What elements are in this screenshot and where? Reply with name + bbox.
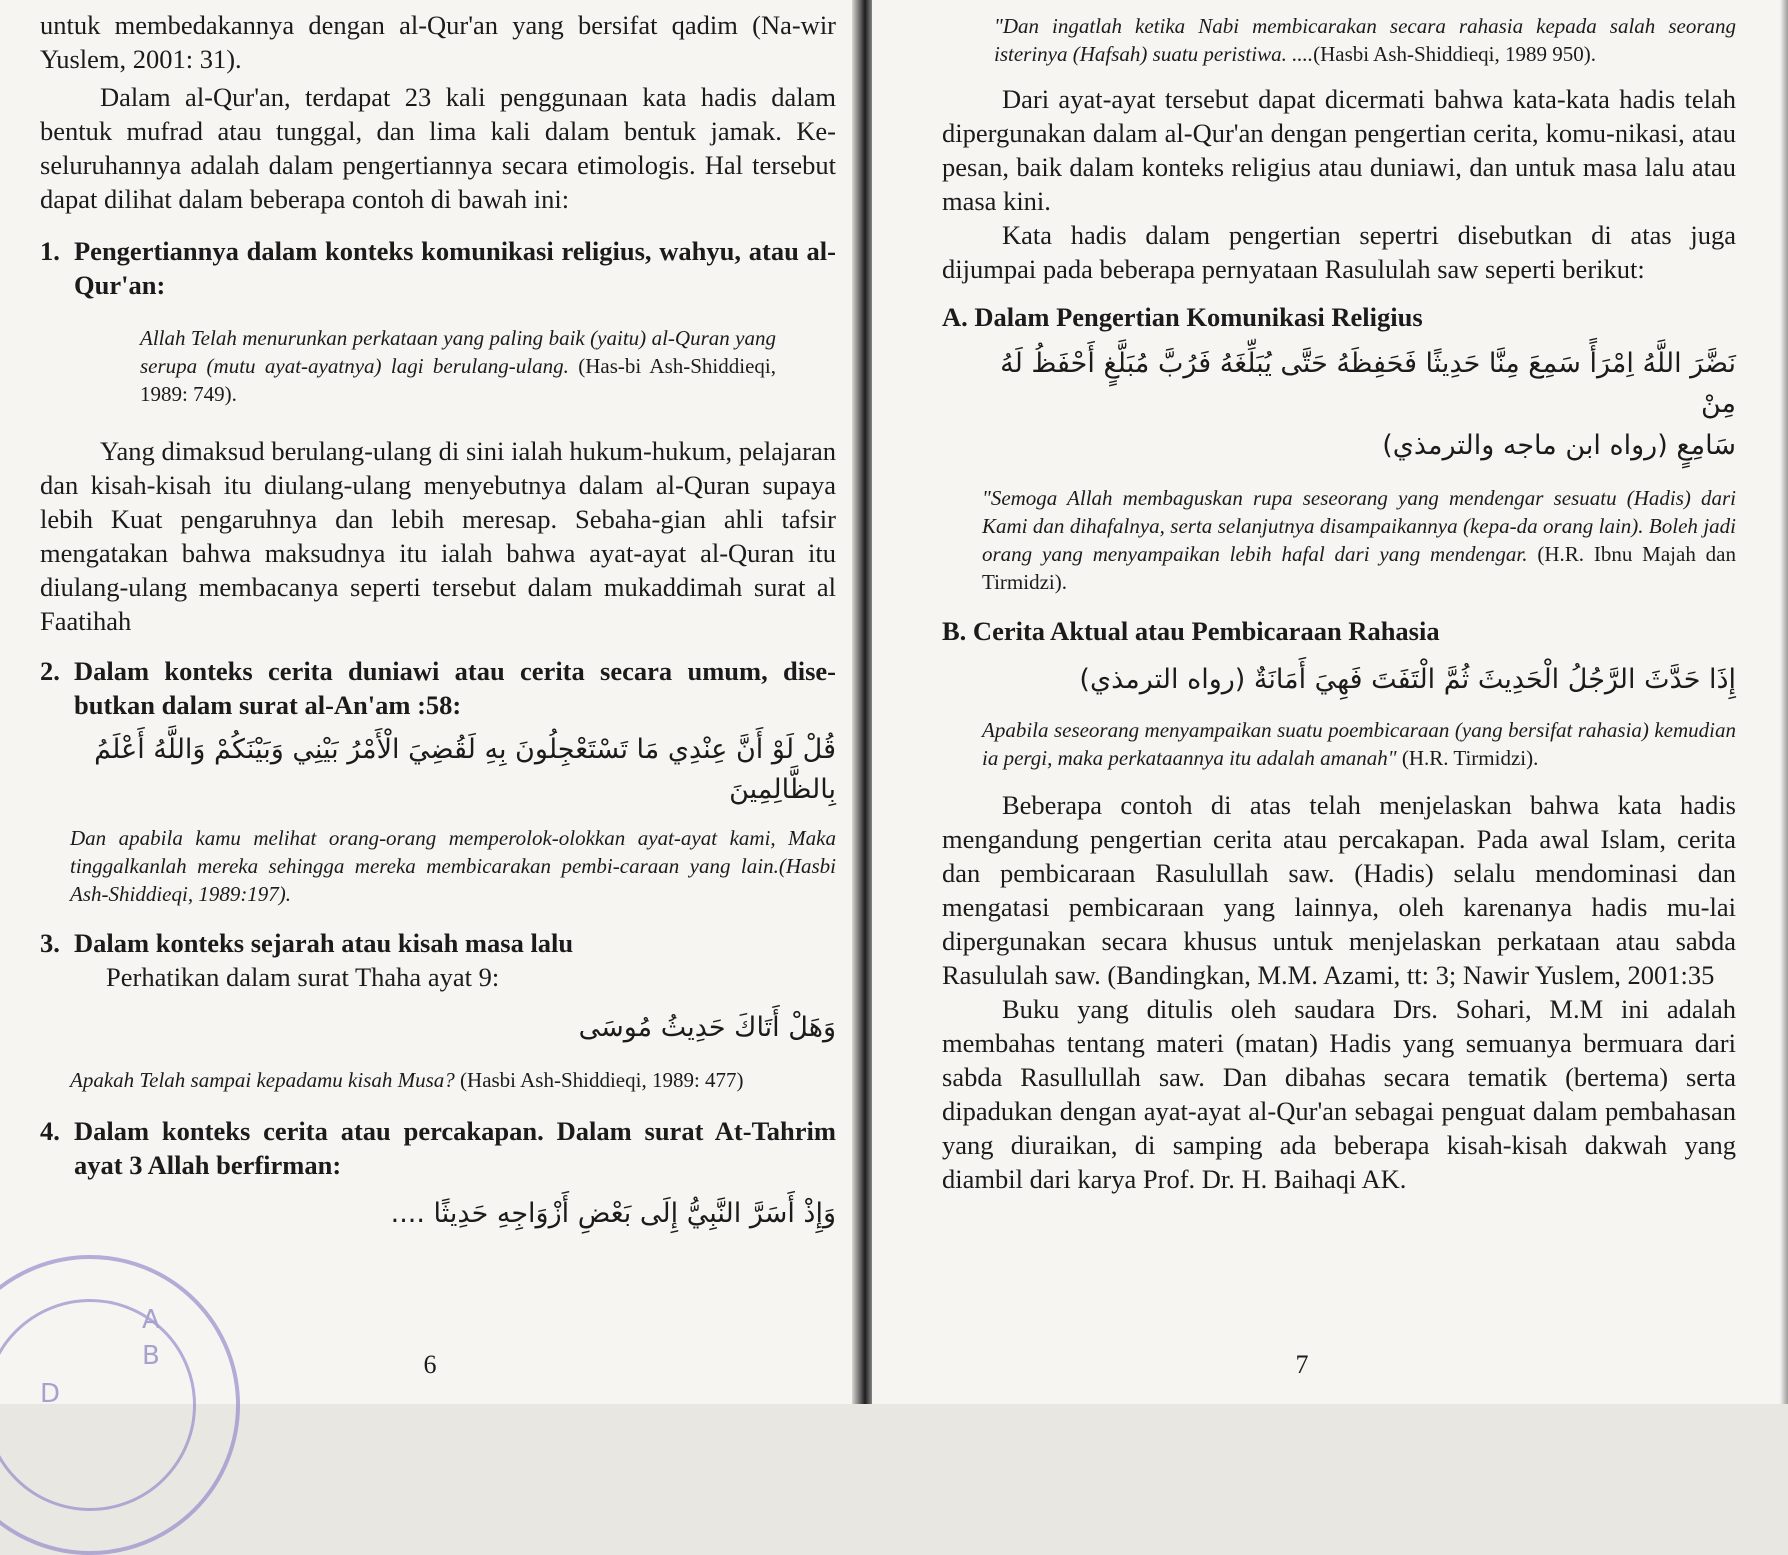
item1-number: 1.: [40, 236, 60, 266]
item3-heading-text: Dalam konteks sejarah atau kisah masa lalu: [74, 928, 574, 958]
item2-heading: [40, 654, 836, 722]
section-a-quote: [982, 484, 1736, 596]
section-a-quote-text: "Semoga Allah membaguskan rupa seseorang yang mendengar sesuatu (Hadis) dari Kami dan dihafalnya, serta selanjutnya disampaikannya (kepa-da orang lain). Boleh jadi orang yang menyampaikan lebih hafal dari yang mendengar.: [982, 486, 1736, 566]
item3-quote-text: Apakah Telah sampai kepadamu kisah Musa?: [70, 1068, 455, 1092]
right-page: [872, 0, 1788, 1404]
item4-arabic: وَإِذْ أَسَرَّ النَّبِيُّ إِلَى بَعْضِ أَزْوَاجِهِ حَدِيثًا ....: [390, 1198, 836, 1229]
item1-quote-ref: (Has-bi Ash-Shiddieqi, 1989: 749).: [140, 354, 776, 406]
item4-heading-text: Dalam konteks cerita atau percakapan. Dalam surat At-Tahrim ayat 3 Allah berfirman:: [74, 1116, 836, 1180]
section-a-arabic-line2: سَامِعٍ (رواه ابن ماجه والترمذي): [1382, 430, 1736, 461]
library-stamp-inner-ring: [0, 1299, 196, 1511]
stamp-letter-a: A: [142, 1305, 160, 1335]
section-b-quote-ref: (H.R. Tirmidzi).: [1401, 746, 1539, 770]
item2-arabic-line1: قُلْ لَوْ أَنَّ عِنْدِي مَا تَسْتَعْجِلُونَ بِهِ لَقُضِيَ الْأَمْرُ بَيْنِي وَبَيْنَكُمْ وَاللَّهُ أَعْلَمُ: [94, 734, 836, 765]
hadis-usage-paragraph: Dalam al-Qur'an, terdapat 23 kali penggunaan kata hadis dalam bentuk mufrad atau tunggal, dan lima kali dalam bentuk jamak. Ke-seluruhannya adalah dalam pengertiannya secara etimologis. Hal tersebut dapat dilihat dalam beberapa contoh di bawah ini:: [40, 82, 836, 214]
right-paragraph-4: Buku yang ditulis oleh saudara Drs. Sohari, M.M ini adalah membahas tentang materi (matan) Hadis yang semuanya bermuara dari sabda Rasullullah saw. Dan dibahas secara tematik (bertema) serta dipadukan dengan ayat-ayat al-Qur'an sebagai penguat dalam pembahasan yang diuraikan, di samping ada beberapa kisah-kisah dakwah yang diambil dari karya Prof. Dr. H. Baihaqi AK.: [942, 994, 1736, 1194]
item2-arabic-line2: بِالظَّالِمِينَ: [729, 774, 836, 805]
item3-number: 3.: [40, 928, 60, 958]
right-page-edge: [1780, 0, 1788, 1404]
section-b-heading: B. Cerita Aktual atau Pembicaraan Rahasia: [942, 616, 1440, 646]
section-b-quote: [982, 716, 1736, 772]
item1-quote-text: Allah Telah menurunkan perkataan yang paling baik (yaitu) al-Quran yang serupa (mutu ayat-ayatnya) lagi berulang-ulang.: [140, 326, 776, 378]
section-a-arabic-line1: نَضَّرَ اللَّهُ اِمْرَأً سَمِعَ مِنَّا حَدِيثًا فَحَفِظَهُ حَتَّى يُبَلِّغَهُ فَرُبَّ مُبَلَّغٍ أَحْفَظُ لَهُ مِنْ: [1000, 348, 1736, 419]
right-top-quote-text: "Dan ingatlah ketika Nabi membicarakan secara rahasia kepada salah seorang isterinya (Hafsah) suatu peristiwa. ....: [994, 14, 1736, 66]
right-top-quote: [994, 12, 1736, 68]
library-stamp: [0, 1255, 240, 1555]
right-paragraph-2: Kata hadis dalam pengertian sepertri disebutkan di atas juga dijumpai pada beberapa pernyataan Rasululah saw seperti berikut:: [942, 220, 1736, 284]
item3-heading: [40, 926, 836, 960]
item4-number: 4.: [40, 1116, 60, 1146]
section-a-heading: A. Dalam Pengertian Komunikasi Religius: [942, 302, 1423, 332]
item3-quote-ref: (Hasbi Ash-Shiddieqi, 1989: 477): [460, 1068, 744, 1092]
stamp-letter-d: D: [40, 1379, 61, 1409]
left-page: [0, 0, 858, 1409]
item3-subline: Perhatikan dalam surat Thaha ayat 9:: [106, 962, 500, 992]
item1-heading-text: Pengertiannya dalam konteks komunikasi religius, wahyu, atau al-Qur'an:: [74, 236, 836, 300]
item2-heading-text: Dalam konteks cerita duniawi atau cerita secara umum, dise-butkan dalam surat al-An'am :58:: [74, 656, 836, 720]
item1-explanation: Yang dimaksud berulang-ulang di sini ialah hukum-hukum, pelajaran dan kisah-kisah itu diulang-ulang menyebutnya dalam al-Quran supaya lebih Kuat pengaruhnya dan lebih meresap. Sebaha-gian ahli tafsir mengatakan bahwa maksudnya itu ialah bahwa ayat-ayat al-Quran itu diulang-ulang membacanya seperti tersebut dalam mukaddimah surat al Faatihah: [40, 436, 836, 636]
item3-arabic: وَهَلْ أَتَاكَ حَدِيثُ مُوسَى: [578, 1012, 836, 1043]
item3-quote: [70, 1066, 836, 1094]
section-b-arabic: إِذَا حَدَّثَ الرَّجُلُ الْحَدِيثَ ثُمَّ الْتَفَتَ فَهِيَ أَمَانَةٌ (رواه الترمذي): [1079, 664, 1736, 695]
stamp-letter-b: B: [142, 1341, 160, 1371]
intro-tail-paragraph: untuk membedakannya dengan al-Qur'an yang bersifat qadim (Na-wir Yuslem, 2001: 31).: [40, 10, 836, 74]
item1-quote: [140, 324, 776, 408]
item1-heading: [40, 234, 836, 302]
section-b-quote-text: Apabila seseorang menyampaikan suatu poembicaraan (yang bersifat rahasia) kemudian ia pergi, maka perkataannya itu adalah amanah": [982, 718, 1736, 770]
section-a-quote-ref: (H.R. Ibnu Majah dan Tirmidzi).: [982, 542, 1737, 594]
page-number-left: 6: [423, 1350, 437, 1379]
page-number-right: 7: [1295, 1350, 1309, 1379]
item2-quote: Dan apabila kamu melihat orang-orang memperolok-olokkan ayat-ayat kami, Maka tinggalkanlah mereka sehingga mereka membicarakan pembi-caraan yang lain.(Hasbi Ash-Shiddieqi, 1989:197).: [70, 826, 836, 906]
right-paragraph-1: Dari ayat-ayat tersebut dapat dicermati bahwa kata-kata hadis telah dipergunakan dalam al-Qur'an dengan pengertian cerita, komu-nikasi, atau pesan, baik dalam konteks religius atau duniawi, dan untuk masa lalu atau masa kini.: [942, 84, 1736, 216]
right-paragraph-3: Beberapa contoh di atas telah menjelaskan bahwa kata hadis mengandung pengertian cerita atau percakapan. Pada awal Islam, cerita dan pembicaraan Rasulullah saw. (Hadis) selalu mendominasi dan mengatasi pembicaraan yang lainnya, oleh karenanya hadis mu-lai dipergunakan secara khusus untuk menjelaskan perkataan atau sabda Rasululah saw. (Bandingkan, M.M. Azami, tt: 3; Nawir Yuslem, 2001:35: [942, 790, 1736, 990]
item4-heading: [40, 1114, 836, 1182]
item2-number: 2.: [40, 656, 60, 686]
right-top-quote-ref: (Hasbi Ash-Shiddieqi, 1989 950).: [1313, 42, 1596, 66]
